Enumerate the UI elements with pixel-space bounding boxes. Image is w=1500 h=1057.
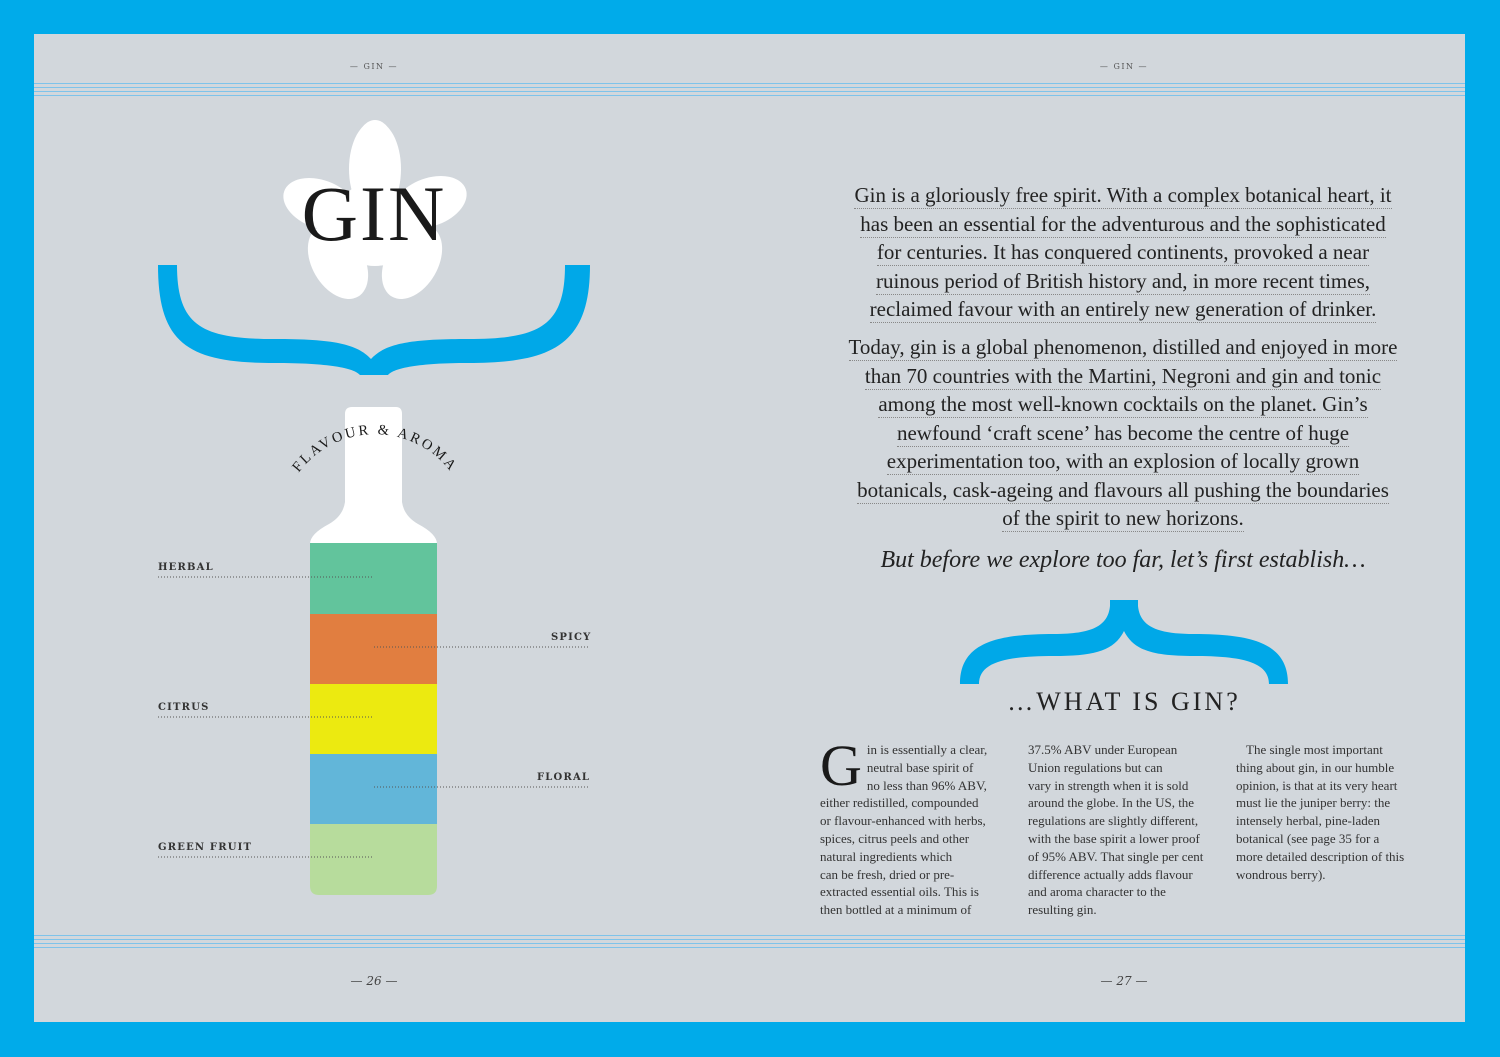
- body-column-1: [820, 733, 1016, 919]
- text-line: with the base spirit a lower proof: [1028, 830, 1200, 846]
- tagline: But before we explore too far, let’s first establish…: [880, 547, 1366, 573]
- text-line: either redistilled, compounded: [820, 795, 979, 811]
- label-floral: FLORAL: [537, 772, 591, 783]
- bottom-rule: [34, 943, 1465, 944]
- text-line: botanical (see page 35 for a: [1236, 830, 1380, 846]
- text-line: natural ingredients which: [820, 848, 953, 864]
- text-line: or flavour-enhanced with herbs,: [820, 813, 986, 829]
- body-column-2: [1028, 741, 1228, 919]
- body-column-3: [1236, 741, 1436, 883]
- text-line: of 95% ABV. That single per cent: [1028, 848, 1204, 864]
- text-line: must lie the juniper berry: the: [1236, 795, 1391, 811]
- text-line: vary in strength when it is sold: [1028, 777, 1189, 793]
- text-line: can be fresh, dried or pre-: [820, 866, 955, 882]
- curly-brace-right: [954, 596, 1294, 691]
- band-green-fruit: [310, 824, 437, 895]
- text-line: no less than 96% ABV,: [866, 777, 987, 793]
- text-line: regulations are slightly different,: [1028, 813, 1199, 829]
- text-line: extracted essential oils. This is: [820, 884, 979, 900]
- curly-brace-left: [158, 265, 590, 375]
- label-citrus: CITRUS: [158, 702, 210, 713]
- drop-cap: G: [820, 733, 862, 798]
- text-line: Union regulations but can: [1028, 759, 1163, 775]
- text-line: has been an essential for the adventurous and the sophisticated: [860, 211, 1386, 236]
- text-line: botanicals, cask-ageing and flavours all pushing the boundaries: [857, 477, 1389, 502]
- text-line: wondrous berry).: [1236, 866, 1326, 882]
- page-title: GIN: [301, 170, 447, 257]
- text-line: intensely herbal, pine-laden: [1236, 813, 1381, 829]
- bottom-rule: [34, 939, 1465, 940]
- text-line: of the spirit to new horizons.: [1002, 506, 1244, 530]
- text-line: around the globe. In the US, the: [1028, 795, 1195, 811]
- band-citrus: [310, 684, 437, 754]
- text-line: experimentation too, with an explosion of locally grown: [886, 449, 1360, 473]
- text-line: 37.5% ABV under European: [1028, 742, 1178, 757]
- intro-paragraph-2: [830, 333, 1416, 533]
- text-line: reclaimed favour with an entirely new generation of drinker.: [869, 297, 1377, 321]
- text-line: newfound ‘craft scene’ has become the centre of huge: [896, 420, 1350, 445]
- text-line: The single most important: [1246, 742, 1383, 757]
- text-line: and aroma character to the: [1028, 884, 1166, 900]
- text-line: then bottled at a minimum of: [820, 902, 972, 918]
- text-line: among the most well-known cocktails on the planet. Gin’s: [878, 392, 1368, 416]
- text-line: than 70 countries with the Martini, Negroni and gin and tonic: [864, 363, 1382, 388]
- text-line: for centuries. It has conquered continents, provoked a near: [876, 240, 1370, 264]
- text-line: Today, gin is a global phenomenon, distilled and enjoyed in more: [848, 335, 1398, 359]
- bottom-rule: [34, 935, 1465, 936]
- bottom-rule: [34, 947, 1465, 948]
- page-number-right: — 27 —: [1100, 974, 1148, 988]
- text-line: difference actually adds flavour: [1028, 866, 1193, 882]
- section-heading: …WHAT IS GIN?: [1007, 687, 1241, 716]
- label-spicy: SPICY: [551, 632, 592, 643]
- intro-paragraph-1: [830, 181, 1416, 324]
- book-spread: [34, 34, 1465, 1022]
- band-spicy: [310, 614, 437, 684]
- label-green-fruit: GREEN FRUIT: [158, 842, 253, 853]
- running-head-right: — GIN —: [1099, 62, 1149, 71]
- text-line: more detailed description of this: [1236, 848, 1405, 864]
- band-herbal: [310, 543, 437, 614]
- running-head-left: — GIN —: [349, 62, 399, 71]
- page-number-left: — 26 —: [350, 974, 398, 988]
- text-line: resulting gin.: [1028, 902, 1097, 918]
- arc-text-flavour-aroma: FLAVOUR & AROMA: [289, 422, 461, 476]
- text-line: Gin is a gloriously free spirit. With a complex botanical heart, it: [854, 183, 1392, 207]
- text-line: neutral base spirit of: [866, 759, 974, 775]
- label-herbal: HERBAL: [158, 562, 214, 573]
- text-line: spices, citrus peels and other: [820, 830, 970, 846]
- text-line: opinion, is that at its very heart: [1236, 777, 1398, 793]
- text-line: thing about gin, in our humble: [1236, 759, 1395, 775]
- band-floral: [310, 754, 437, 824]
- text-line: ruinous period of British history and, in more recent times,: [876, 268, 1370, 293]
- text-line: in is essentially a clear,: [866, 742, 988, 757]
